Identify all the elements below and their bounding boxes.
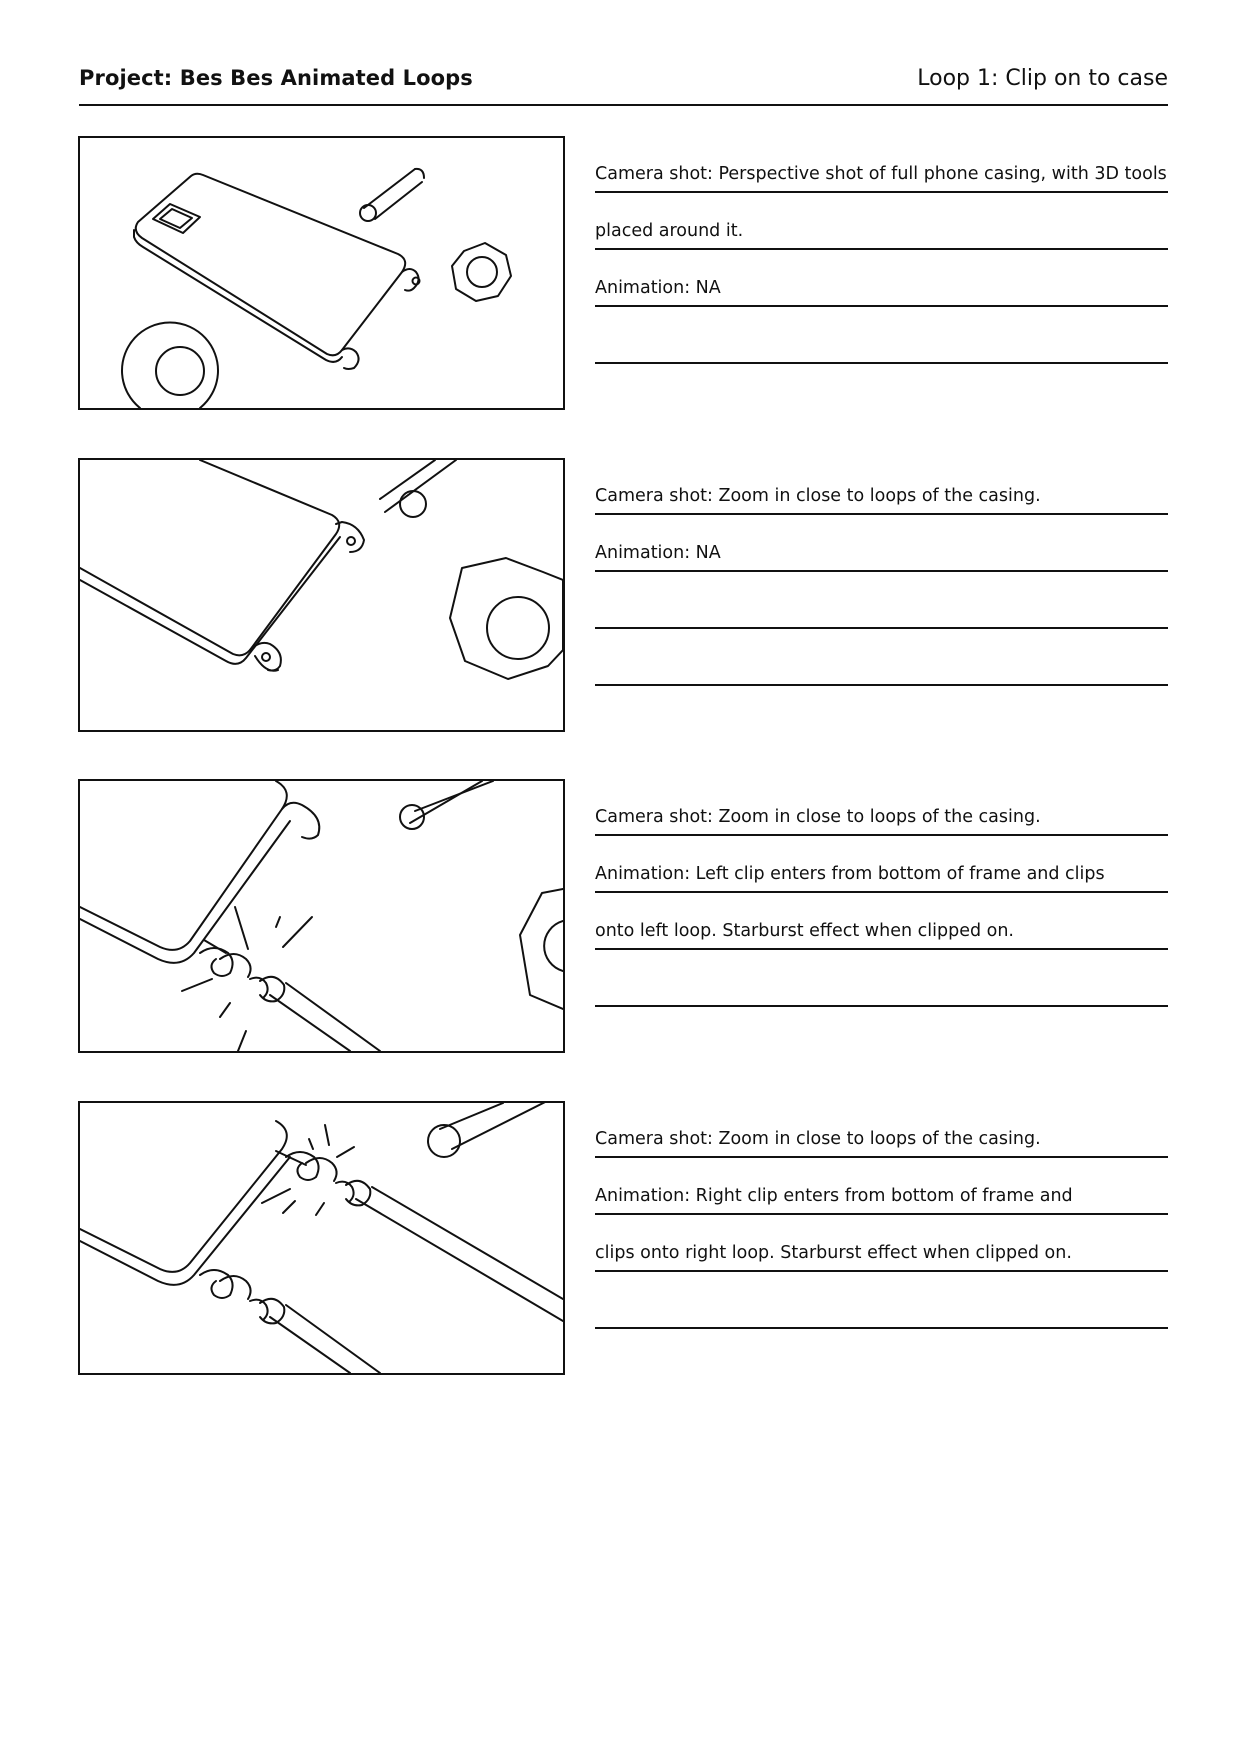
cylinder-tool-drawing: [400, 781, 493, 829]
left-clip-drawing: [200, 1270, 380, 1373]
note-line: Camera shot: Zoom in close to loops of the casing.: [595, 779, 1168, 836]
note-line: Animation: NA: [595, 250, 1168, 307]
note-line: Camera shot: Zoom in close to loops of the casing.: [595, 1101, 1168, 1158]
note-line: Camera shot: Zoom in close to loops of the casing.: [595, 458, 1168, 515]
starburst-drawing: [182, 907, 312, 1051]
cylinder-tool-drawing: [360, 169, 424, 221]
frame-3-illustration: [80, 781, 563, 1051]
frame-1-illustration: [80, 138, 563, 408]
nut-tool-drawing: [520, 889, 563, 1009]
note-line: Animation: NA: [595, 515, 1168, 572]
note-line: [595, 1272, 1168, 1329]
note-line: Camera shot: Perspective shot of full phone casing, with 3D tools: [595, 136, 1168, 193]
frame-4-illustration: [80, 1103, 563, 1373]
note-line: [595, 629, 1168, 686]
storyboard-frame-1: [78, 136, 565, 410]
storyboard-frame-3: [78, 779, 565, 1053]
phone-case-drawing: [134, 174, 420, 369]
note-line: clips onto right loop. Starburst effect when clipped on.: [595, 1215, 1168, 1272]
project-title: Project: Bes Bes Animated Loops: [79, 66, 473, 90]
storyboard-frame-4: [78, 1101, 565, 1375]
frame-2-illustration: [80, 460, 563, 730]
nut-tool-drawing: [450, 558, 563, 679]
phone-case-drawing: [80, 781, 319, 963]
loop-title: Loop 1: Clip on to case: [917, 66, 1168, 91]
note-line: [595, 307, 1168, 364]
cylinder-tool-drawing: [380, 460, 456, 517]
phone-case-drawing: [80, 1121, 290, 1285]
washer-tool-drawing: [122, 323, 218, 408]
note-line: [595, 572, 1168, 629]
right-clip-drawing: [286, 1152, 563, 1321]
note-line: Animation: Right clip enters from bottom of frame and: [595, 1158, 1168, 1215]
starburst-drawing: [262, 1125, 354, 1215]
left-clip-drawing: [200, 948, 380, 1051]
storyboard-frame-2: [78, 458, 565, 732]
note-line: onto left loop. Starburst effect when clipped on.: [595, 893, 1168, 950]
cylinder-tool-drawing: [428, 1103, 563, 1157]
phone-case-drawing: [80, 460, 364, 671]
frame-1-notes: [595, 136, 1168, 410]
note-line: placed around it.: [595, 193, 1168, 250]
nut-tool-drawing: [452, 243, 511, 301]
note-line: [595, 950, 1168, 1007]
frame-4-notes: [595, 1101, 1168, 1375]
frame-3-notes: [595, 779, 1168, 1053]
frame-2-notes: [595, 458, 1168, 732]
page-header: [79, 62, 1168, 106]
note-line: Animation: Left clip enters from bottom of frame and clips: [595, 836, 1168, 893]
